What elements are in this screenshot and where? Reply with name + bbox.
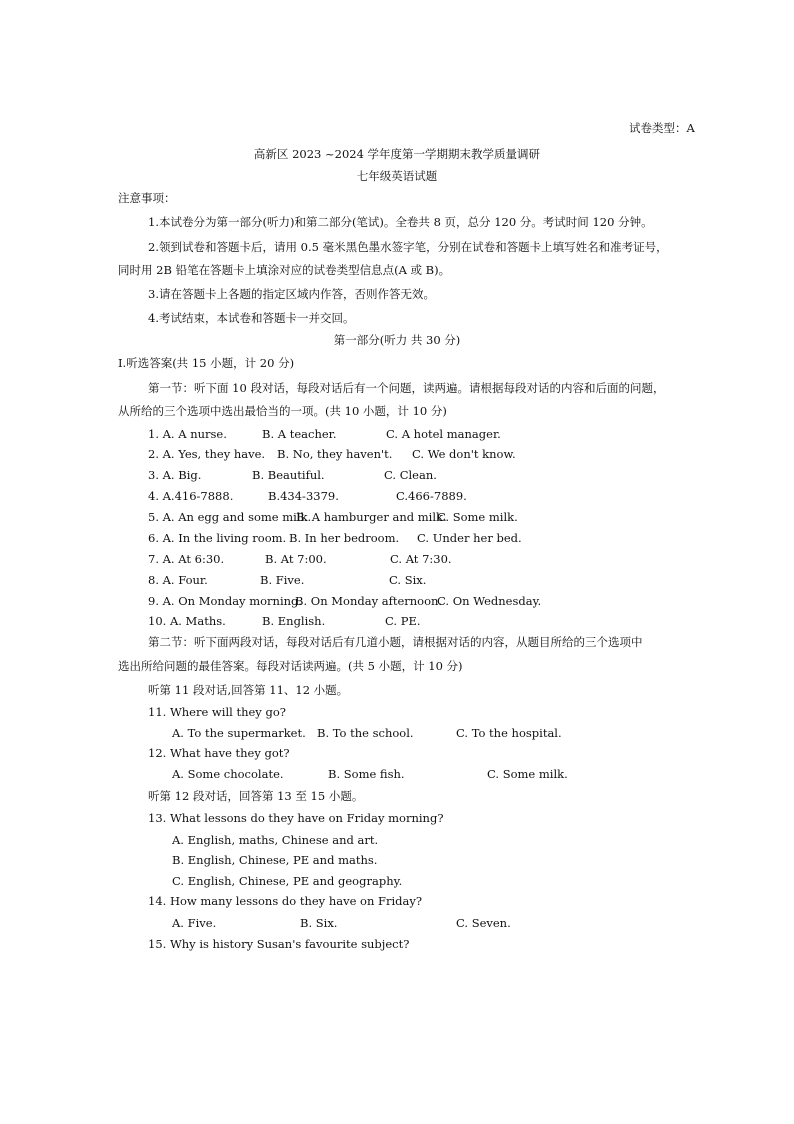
option-b: B. To the school.	[317, 726, 414, 740]
section-i-heading: Ⅰ.听选答案(共 15 小题，计 20 分)	[118, 356, 295, 370]
note-3: 3.请在答题卡上各题的指定区域内作答，否则作答无效。	[148, 287, 435, 301]
option-b: B. English.	[262, 614, 326, 628]
option-a: 6. A. In the living room.	[148, 531, 287, 545]
question-row-3	[0, 468, 794, 484]
option-c: C. We don't know.	[412, 447, 516, 461]
exam-title: 高新区 2023 ~2024 学年度第一学期期末教学质量调研	[253, 147, 541, 161]
option-b: B. Six.	[300, 916, 338, 930]
option-b: B. At 7:00.	[265, 552, 327, 566]
question-13: 13. What lessons do they have on Friday morning?	[148, 811, 444, 825]
option-c: C. Some milk.	[437, 510, 518, 524]
part1-title: 第一部分(听力 共 30 分)	[333, 333, 461, 347]
question-row-8	[0, 573, 794, 589]
note-2-line-1: 2.领到试卷和答题卡后，请用 0.5 毫米黑色墨水签字笔，分别在试卷和答题卡上填写姓名和准考证号，	[148, 240, 668, 254]
question-row-6	[0, 531, 794, 547]
option-c: C. To the hospital.	[456, 726, 562, 740]
option-b: B. Some fish.	[328, 767, 405, 781]
note-4: 4.考试结束，本试卷和答题卡一并交回。	[148, 311, 355, 325]
option-a: 9. A. On Monday morning.	[148, 594, 303, 608]
question-row-9	[0, 594, 794, 610]
option-a: A. Five.	[172, 916, 217, 930]
option-b: B. English, Chinese, PE and maths.	[172, 853, 378, 867]
option-c: C. Under her bed.	[417, 531, 522, 545]
question-14-options	[0, 916, 794, 932]
dialogue-12-intro: 听第 12 段对话，回答第 13 至 15 小题。	[148, 789, 364, 803]
option-b: B. A teacher.	[262, 427, 337, 441]
option-a: 10. A. Maths.	[148, 614, 226, 628]
option-b: B. No, they haven't.	[277, 447, 393, 461]
note-1: 1.本试卷分为第一部分(听力)和第二部分(笔试)。全卷共 8 页，总分 120 分。考试时间 120 分钟。	[148, 215, 653, 229]
question-row-1	[0, 427, 794, 443]
option-a: 8. A. Four.	[148, 573, 208, 587]
option-c: C. Six.	[389, 573, 427, 587]
option-a: 3. A. Big.	[148, 468, 202, 482]
option-a: A. English, maths, Chinese and art.	[172, 833, 379, 847]
section2-instructions-line-2: 选出所给问题的最佳答案。每段对话读两遍。(共 5 小题，计 10 分)	[118, 659, 463, 673]
question-14: 14. How many lessons do they have on Friday?	[148, 894, 423, 908]
option-b: B. Five.	[260, 573, 305, 587]
option-a: 1. A. A nurse.	[148, 427, 227, 441]
option-c: C. English, Chinese, PE and geography.	[172, 874, 403, 888]
option-a: 2. A. Yes, they have.	[148, 447, 266, 461]
exam-subtitle: 七年级英语试题	[356, 169, 438, 183]
option-a: 4. A.416-7888.	[148, 489, 234, 503]
question-12: 12. What have they got?	[148, 746, 290, 760]
option-c: C. A hotel manager.	[386, 427, 501, 441]
option-b: B. Beautiful.	[252, 468, 325, 482]
question-row-7	[0, 552, 794, 568]
option-b: B. In her bedroom.	[289, 531, 400, 545]
section2-instructions-line-1: 第二节：听下面两段对话，每段对话后有几道小题，请根据对话的内容，从题目所给的三个选项中	[148, 635, 643, 649]
option-b: B. A hamburger and milk.	[296, 510, 447, 524]
dialogue-11-intro: 听第 11 段对话,回答第 11、12 小题。	[148, 683, 349, 697]
option-a: A. To the supermarket.	[172, 726, 306, 740]
question-row-4	[0, 489, 794, 505]
question-11-options	[0, 726, 794, 742]
option-c: C. At 7:30.	[390, 552, 452, 566]
question-12-options	[0, 767, 794, 783]
option-a: A. Some chocolate.	[172, 767, 284, 781]
question-15: 15. Why is history Susan's favourite subject?	[148, 937, 410, 951]
question-11: 11. Where will they go?	[148, 705, 286, 719]
option-c: C. PE.	[385, 614, 421, 628]
question-row-2	[0, 447, 794, 463]
option-c: C. Seven.	[456, 916, 511, 930]
notes-heading: 注意事项：	[118, 191, 176, 205]
option-c: C. Clean.	[384, 468, 437, 482]
option-c: C. On Wednesday.	[437, 594, 542, 608]
option-c: C. Some milk.	[487, 767, 568, 781]
question-row-10	[0, 614, 794, 630]
option-a: 5. A. An egg and some milk.	[148, 510, 312, 524]
option-b: B. On Monday afternoon.	[295, 594, 443, 608]
note-2-line-2: 同时用 2B 铅笔在答题卡上填涂对应的试卷类型信息点(A 或 B)。	[118, 263, 451, 277]
option-b: B.434-3379.	[268, 489, 339, 503]
section1-instructions-line-2: 从所给的三个选项中选出最恰当的一项。(共 10 小题，计 10 分)	[118, 404, 447, 418]
paper-type-label: 试卷类型：A	[629, 121, 695, 135]
option-c: C.466-7889.	[396, 489, 467, 503]
option-a: 7. A. At 6:30.	[148, 552, 225, 566]
question-row-5	[0, 510, 794, 526]
section1-instructions-line-1: 第一节：听下面 10 段对话，每段对话后有一个问题，读两遍。请根据每段对话的内容和后面的问题，	[148, 381, 665, 395]
